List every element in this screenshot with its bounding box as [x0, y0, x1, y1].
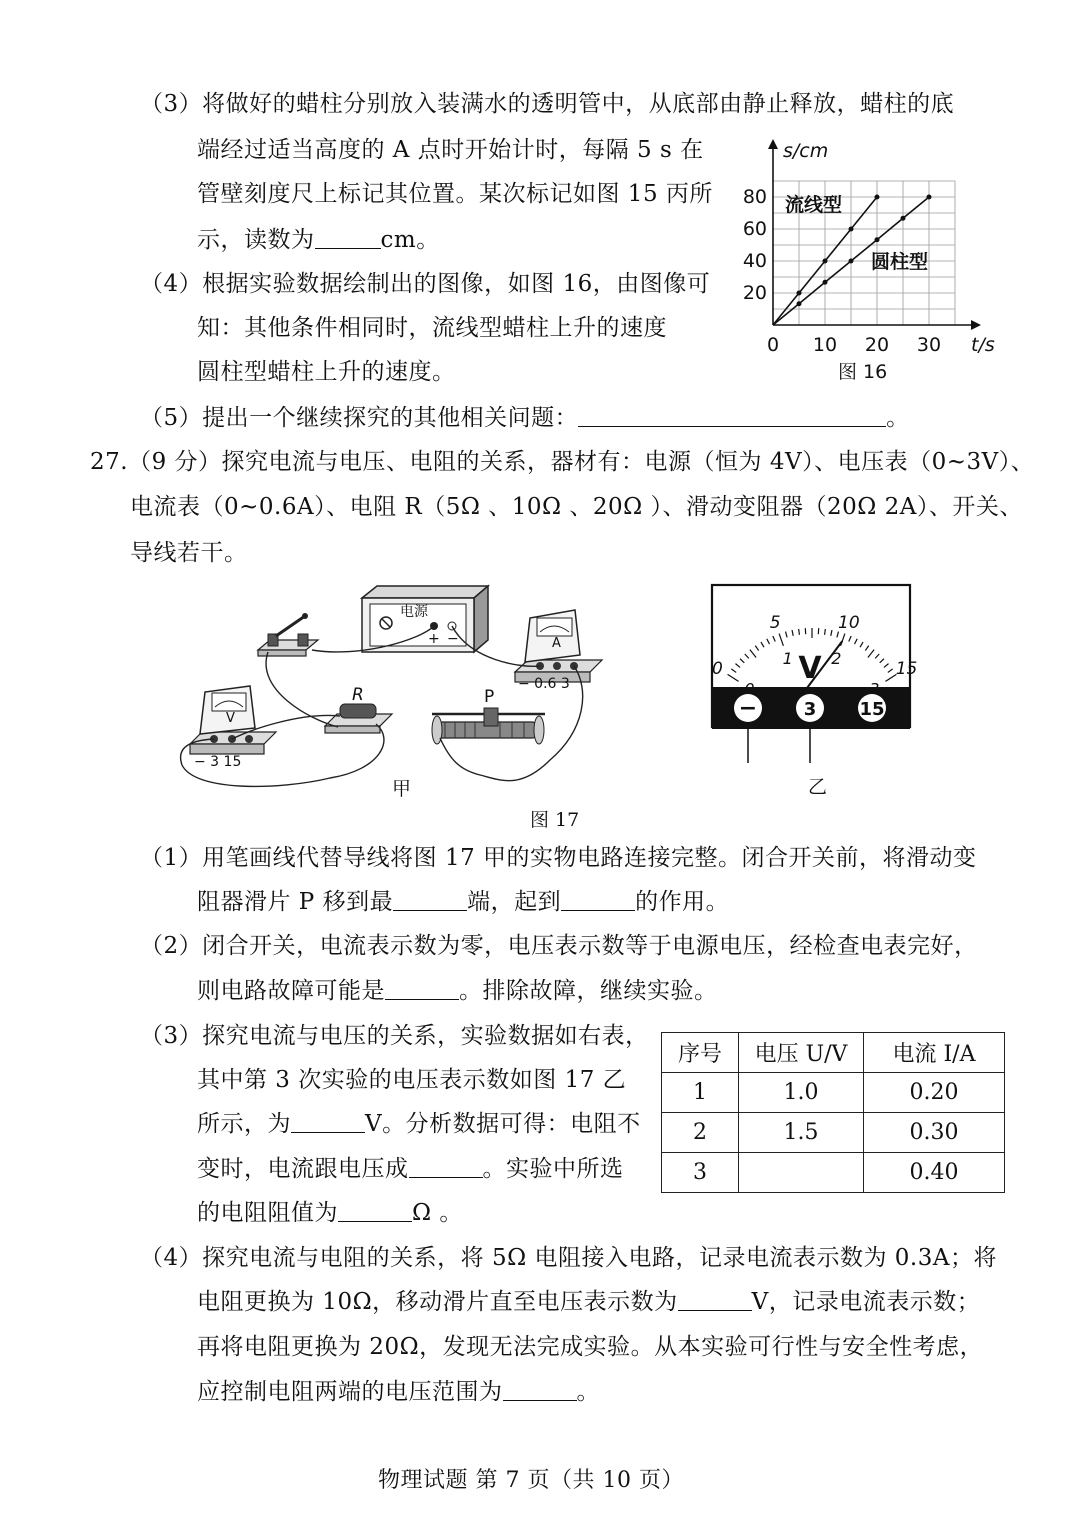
data-point	[849, 259, 854, 264]
q27-part2-line1: （2）闭合开关，电流表示数为零，电压表示数等于电源电压，经检查电表完好，	[140, 933, 978, 959]
table-header: 电流 I/A	[864, 1033, 1005, 1073]
answer-blank[interactable]	[678, 1288, 752, 1311]
fig-jia-label: 甲	[392, 778, 412, 800]
terminal-label: −	[738, 696, 758, 721]
q27-part4-line3: 再将电阻更换为 20Ω，发现无法完成实验。从本实验可行性与安全性考虑，	[197, 1334, 984, 1360]
minus-label: −	[447, 631, 459, 647]
series-label: 流线型	[785, 194, 843, 216]
q27-intro-line3: 导线若干。	[130, 540, 248, 566]
table-row	[662, 1153, 1005, 1193]
data-point	[823, 280, 828, 285]
q27-part1-text-c: 的作用。	[635, 889, 730, 915]
answer-blank[interactable]	[409, 1155, 483, 1178]
q26-part3-unit: cm。	[380, 227, 440, 253]
table-header: 序号	[662, 1033, 739, 1073]
q26-part4-line1: （4）根据实验数据绘制出的图像，如图 16，由图像可	[140, 271, 711, 297]
y-tick-label: 60	[742, 218, 767, 240]
q26-part3-line1: （3）将做好的蜡柱分别放入装满水的透明管中，从底部由静止释放，蜡柱的底	[140, 91, 955, 117]
q27-part3-line1: （3）探究电流与电压的关系，实验数据如右表，	[140, 1023, 649, 1049]
q27-part3-line5	[197, 1197, 463, 1229]
q27-part3-text-d: 。实验中所选	[482, 1156, 624, 1182]
q27-part3-text-b: V。分析数据可得：电阻不	[365, 1111, 641, 1137]
page-footer: 物理试题 第 7 页（共 10 页）	[378, 1468, 684, 1493]
voltmeter-terminals: − 3 15	[194, 754, 242, 770]
q27-part1-text-a: 阻器滑片 P 移到最	[197, 889, 394, 915]
y-tick-label: 80	[742, 186, 767, 208]
table-cell: 0.40	[864, 1153, 1005, 1193]
q26-part3-line4	[197, 224, 440, 256]
q27-part3-text-e: 的电阻阻值为	[197, 1200, 338, 1226]
q27-part4-line2	[197, 1286, 980, 1318]
q26-part5	[140, 402, 910, 434]
data-point	[875, 195, 880, 200]
bottom-scale-label: 1	[782, 649, 793, 669]
figure-17-voltmeter-dial	[700, 580, 920, 802]
x-axis-arrow	[971, 320, 981, 330]
figure-16-caption: 图 16	[838, 361, 888, 383]
x-tick-label: 10	[812, 334, 838, 356]
table-row	[662, 1113, 1005, 1153]
data-point	[797, 301, 802, 306]
plus-label: +	[428, 631, 440, 647]
table-cell: 1.0	[739, 1073, 864, 1113]
answer-blank[interactable]	[338, 1199, 412, 1222]
bottom-scale-label: 2	[831, 649, 842, 669]
q26-part3-line2: 端经过适当高度的 A 点时开始计时，每隔 5 s 在	[197, 137, 704, 163]
q26-part3-line3: 管壁刻度尺上标记其位置。某次标记如图 15 丙所	[197, 181, 713, 207]
answer-blank[interactable]	[561, 888, 635, 911]
q27-part2-text-a: 则电路故障可能是	[197, 978, 385, 1004]
power-label: 电源	[400, 604, 428, 620]
table-cell: 1.5	[739, 1113, 864, 1153]
q26-part5-end: 。	[886, 405, 910, 431]
q27-part4-text-b: V，记录电流表示数；	[751, 1289, 981, 1315]
table-cell: 0.20	[864, 1073, 1005, 1113]
q27-part3-line4	[197, 1153, 624, 1185]
meter-letter: V	[798, 651, 822, 686]
q27-part1-line1: （1）用笔画线代替导线将图 17 甲的实物电路连接完整。闭合开关前，将滑动变	[140, 845, 977, 871]
x-axis-label: t/s	[971, 334, 995, 356]
table-cell	[739, 1153, 864, 1193]
q26-part4-line2: 知：其他条件相同时，流线型蜡柱上升的速度	[197, 315, 667, 341]
q27-part3-text-f: Ω 。	[412, 1200, 463, 1226]
switch-icon	[258, 613, 318, 656]
voltmeter-letter: V	[226, 711, 235, 726]
q27-part4-line1: （4）探究电流与电阻的关系，将 5Ω 电阻接入电路，记录电流表示数为 0.3A；将	[140, 1245, 997, 1271]
q27-part4-text-c: 应控制电阻两端的电压范围为	[197, 1379, 503, 1405]
x-tick-label: 20	[864, 334, 890, 356]
top-scale-label: 10	[838, 613, 860, 634]
q27-part2-text-b: 。排除故障，继续实验。	[459, 978, 718, 1004]
x-tick-label: 0	[766, 334, 780, 356]
answer-blank[interactable]	[385, 977, 459, 1000]
figure-17-caption: 图 17	[530, 809, 580, 831]
answer-blank[interactable]	[503, 1378, 577, 1401]
figure-17-circuit	[175, 575, 655, 805]
table-header-row	[662, 1033, 1005, 1073]
ammeter-letter: A	[552, 636, 561, 651]
data-point	[823, 259, 828, 264]
data-point	[901, 216, 906, 221]
y-tick-label: 20	[742, 282, 767, 304]
rheostat-icon	[432, 708, 545, 744]
scale-tick	[825, 629, 826, 635]
q27-part2-line2	[197, 975, 718, 1007]
q27-part1-line2	[197, 886, 729, 918]
q26-part3-text: 示，读数为	[197, 227, 315, 253]
q27-part3-text-a: 所示，为	[197, 1111, 291, 1137]
resistor-icon	[325, 704, 392, 733]
data-table	[661, 1032, 1005, 1193]
table-cell: 2	[662, 1113, 739, 1153]
answer-blank[interactable]	[393, 888, 467, 911]
scale-tick	[799, 629, 800, 635]
answer-blank[interactable]	[315, 226, 381, 249]
table-header: 电压 U/V	[739, 1033, 864, 1073]
table-cell: 1	[662, 1073, 739, 1113]
terminal-label: 15	[859, 699, 885, 720]
x-tick-label: 30	[916, 334, 942, 356]
figure-16-chart	[735, 135, 1000, 385]
ammeter-terminals: − 0.6 3	[518, 676, 570, 692]
q27-part4-text-a: 电阻更换为 10Ω，移动滑片直至电压表示数为	[197, 1289, 678, 1315]
y-axis-label: s/cm	[783, 140, 829, 162]
q27-part3-line2: 其中第 3 次实验的电压表示数如图 17 乙	[197, 1067, 627, 1093]
y-axis-arrow	[768, 139, 778, 149]
answer-blank[interactable]	[578, 404, 886, 427]
q27-part3-text-c: 变时，电流跟电压成	[197, 1156, 409, 1182]
table-cell: 0.30	[864, 1113, 1005, 1153]
data-point	[875, 237, 880, 242]
top-scale-label: 0	[712, 658, 723, 679]
q27-part1-text-b: 端，起到	[467, 889, 562, 915]
data-point	[797, 291, 802, 296]
table-row	[662, 1073, 1005, 1113]
q27-intro-line1: 27.（9 分）探究电流与电压、电阻的关系，器材有：电源（恒为 4V）、电压表（0~3V）、	[90, 449, 1035, 475]
top-scale-label: 5	[769, 613, 781, 634]
table-cell: 3	[662, 1153, 739, 1193]
data-point	[927, 195, 932, 200]
terminal-label: 3	[803, 699, 817, 720]
series-label: 圆柱型	[871, 251, 929, 273]
data-point	[849, 227, 854, 232]
y-tick-label: 40	[742, 250, 767, 272]
q27-part4-line4	[197, 1376, 600, 1408]
answer-blank[interactable]	[291, 1110, 365, 1133]
q27-intro-line2: 电流表（0~0.6A）、电阻 R（5Ω 、10Ω 、20Ω ）、滑动变阻器（20Ω 2A）、开关、	[130, 494, 1023, 520]
resistor-label: R	[352, 685, 364, 705]
fig-yi-label: 乙	[808, 776, 828, 798]
q27-part4-text-d: 。	[576, 1379, 600, 1405]
top-scale-label: 15	[895, 658, 918, 679]
q26-part5-text: （5）提出一个继续探究的其他相关问题：	[140, 405, 579, 431]
q26-part4-line3: 圆柱型蜡柱上升的速度。	[197, 359, 456, 385]
q27-part3-line3	[197, 1108, 641, 1140]
slider-label: P	[484, 687, 495, 707]
